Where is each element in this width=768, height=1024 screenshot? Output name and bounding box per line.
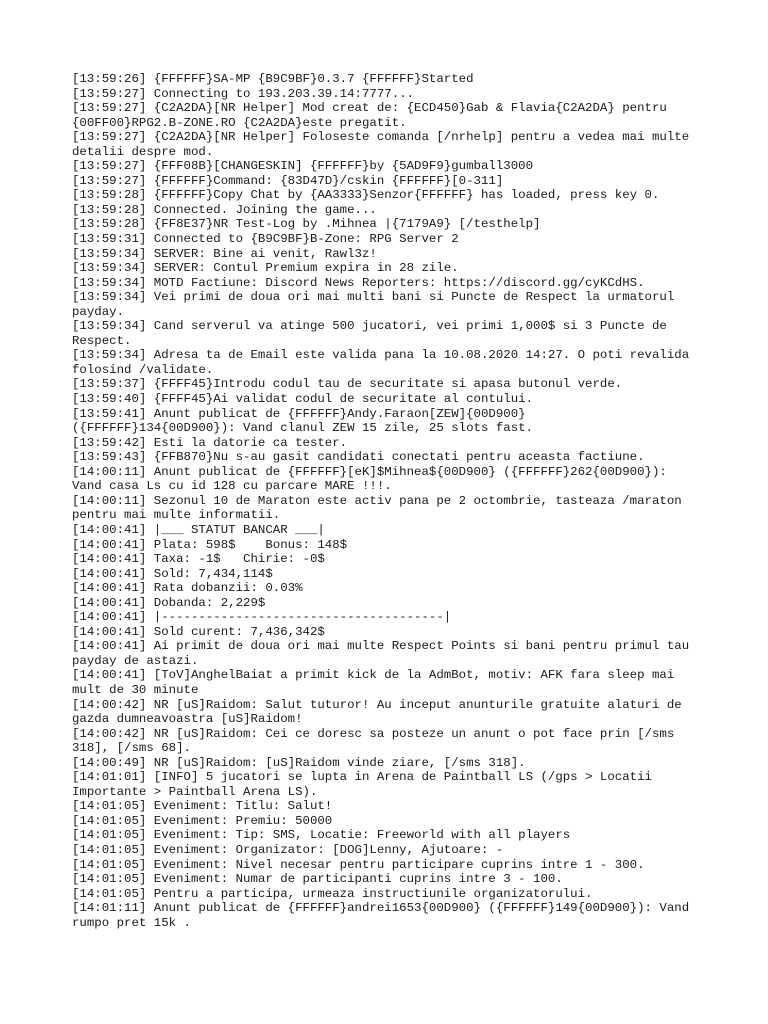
log-line: [13:59:34] MOTD Factiune: Discord News Reporters: https://discord.gg/cyKCdHS. [72, 275, 645, 290]
log-line: [13:59:26] {FFFFFF}SA-MP {B9C9BF}0.3.7 {FFFFFF}Started [72, 72, 474, 86]
log-line: [13:59:27] {FFF08B}[CHANGESKIN] {FFFFFF}by {5AD9F9}gumball3000 [72, 159, 534, 174]
log-line: [13:59:37] {FFFF45}Introdu codul tau de securitate si apasa butonul verde. [72, 377, 623, 392]
log-line: [13:59:41] Anunt publicat de {FFFFFF}Andy.Faraon[ZEW]{00D900} ({FFFFFF}134{00D900}): Vand clanul ZEW 15 zile, 25 slots fast. [72, 406, 534, 436]
log-line: [14:00:41] |--------------------------------------| [72, 610, 452, 625]
log-line: [13:59:34] SERVER: Contul Premium expira in 28 zile. [72, 261, 459, 276]
log-line: [14:00:41] [ToV]AnghelBaiat a primit kick de la AdmBot, motiv: AFK fara sleep mai mult de 30 minute [72, 668, 675, 697]
log-line: [14:00:41] Plata: 598$ Bonus: 148$ [72, 537, 348, 552]
log-line: [13:59:31] Connected to {B9C9BF}B-Zone: RPG Server 2 [72, 232, 459, 247]
log-line: [14:00:11] Anunt publicat de {FFFFFF}[eK]$Mihnea${00D900} ({FFFFFF}262{00D900}): Vand casa Ls cu id 128 cu parcare MARE !!!. [72, 464, 667, 494]
log-line: [14:00:41] Taxa: -1$ Chirie: -0$ [72, 552, 325, 567]
log-line: [14:01:05] Eveniment: Tip: SMS, Locatie: Freeworld with all players [72, 828, 571, 843]
log-line: [14:00:11] Sezonul 10 de Maraton este activ pana pe 2 octombrie, tasteaza /maraton pentru mai multe informatii. [72, 493, 682, 523]
log-line: [14:01:05] Eveniment: Organizator: [DOG]Lenny, Ajutoare: - [72, 842, 504, 857]
log-line: [14:01:05] Eveniment: Premiu: 50000 [72, 813, 333, 828]
log-line: [14:00:41] Sold: 7,434,114$ [72, 566, 273, 581]
log-line: [14:00:42] NR [uS]Raidom: Cei ce doresc sa posteze un anunt o pot face prin [/sms 318], [/sms 68]. [72, 726, 675, 756]
log-line: [14:01:05] Pentru a participa, urmeaza instructiunile organizatorului. [72, 886, 593, 901]
log-line: [13:59:34] Vei primi de doua ori mai multi bani si Puncte de Respect la urmatorul payday. [72, 290, 675, 319]
log-line: [14:00:41] Rata dobanzii: 0.03% [72, 581, 303, 596]
log-line: [13:59:27] {C2A2DA}[NR Helper] Foloseste comanda [/nrhelp] pentru a vedea mai multe detalii despre mod. [72, 130, 690, 159]
log-line: [13:59:34] SERVER: Bine ai venit, Rawl3z! [72, 246, 377, 261]
log-line: [13:59:34] Cand serverul va atinge 500 jucatori, vei primi 1,000$ si 3 Puncte de Respect. [72, 319, 667, 348]
log-line: [14:01:05] Eveniment: Titlu: Salut! [72, 799, 333, 814]
log-line: [13:59:27] {C2A2DA}[NR Helper] Mod creat de: {ECD450}Gab & Flavia{C2A2DA} pentru {00FF00}RPG2.B-ZONE.RO {C2A2DA}este pregatit. [72, 101, 667, 130]
log-line: [13:59:34] Adresa ta de Email este valida pana la 10.08.2020 14:27. O poti revalida folosind /validate. [72, 348, 690, 377]
log-line: [13:59:43] {FFB870}Nu s-au gasit candidati conectati pentru aceasta factiune. [72, 450, 645, 465]
log-line: [13:59:40] {FFFF45}Ai validat codul de securitate al contului. [72, 392, 534, 407]
log-line: [13:59:42] Esti la datorie ca tester. [72, 435, 348, 450]
log-line: [14:01:05] Eveniment: Nivel necesar pentru participare cuprins intre 1 - 300. [72, 857, 645, 872]
log-line: [13:59:27] Connecting to 193.203.39.14:7777... [72, 86, 415, 101]
chat-log [72, 72, 712, 930]
log-line: [14:01:01] [INFO] 5 jucatori se lupta in Arena de Paintball LS (/gps > Locatii Importante > Paintball Arena LS). [72, 770, 652, 799]
log-line: [14:00:41] |___ STATUT BANCAR ___| [72, 522, 325, 537]
log-line: [14:00:49] NR [uS]Raidom: [uS]Raidom vinde ziare, [/sms 318]. [72, 755, 526, 770]
log-line: [13:59:28] Connected. Joining the game... [72, 202, 377, 217]
log-line: [14:00:41] Ai primit de doua ori mai multe Respect Points si bani pentru primul tau payday de astazi. [72, 639, 690, 668]
log-line: [13:59:27] {FFFFFF}Command: {83D47D}/cskin {FFFFFF}[0-311] [72, 173, 504, 188]
log-line: [14:00:42] NR [uS]Raidom: Salut tuturor! Au inceput anunturile gratuite alaturi de gazda dumneavoastra [uS]Raidom! [72, 697, 682, 727]
log-line: [14:00:41] Sold curent: 7,436,342$ [72, 624, 325, 639]
log-line: [14:00:41] Dobanda: 2,229$ [72, 595, 266, 610]
log-line: [14:01:11] Anunt publicat de {FFFFFF}andrei1653{00D900} ({FFFFFF}149{00D900}): Vand rumpo pret 15k . [72, 901, 690, 930]
log-line: [13:59:28] {FF8E37}NR Test-Log by .Mihnea |{7179A9} [/testhelp] [72, 217, 541, 232]
log-line: [13:59:28] {FFFFFF}Copy Chat by {AA3333}Senzor{FFFFFF} has loaded, press key 0. [72, 188, 660, 203]
log-line: [14:01:05] Eveniment: Numar de participanti cuprins intre 3 - 100. [72, 872, 563, 887]
